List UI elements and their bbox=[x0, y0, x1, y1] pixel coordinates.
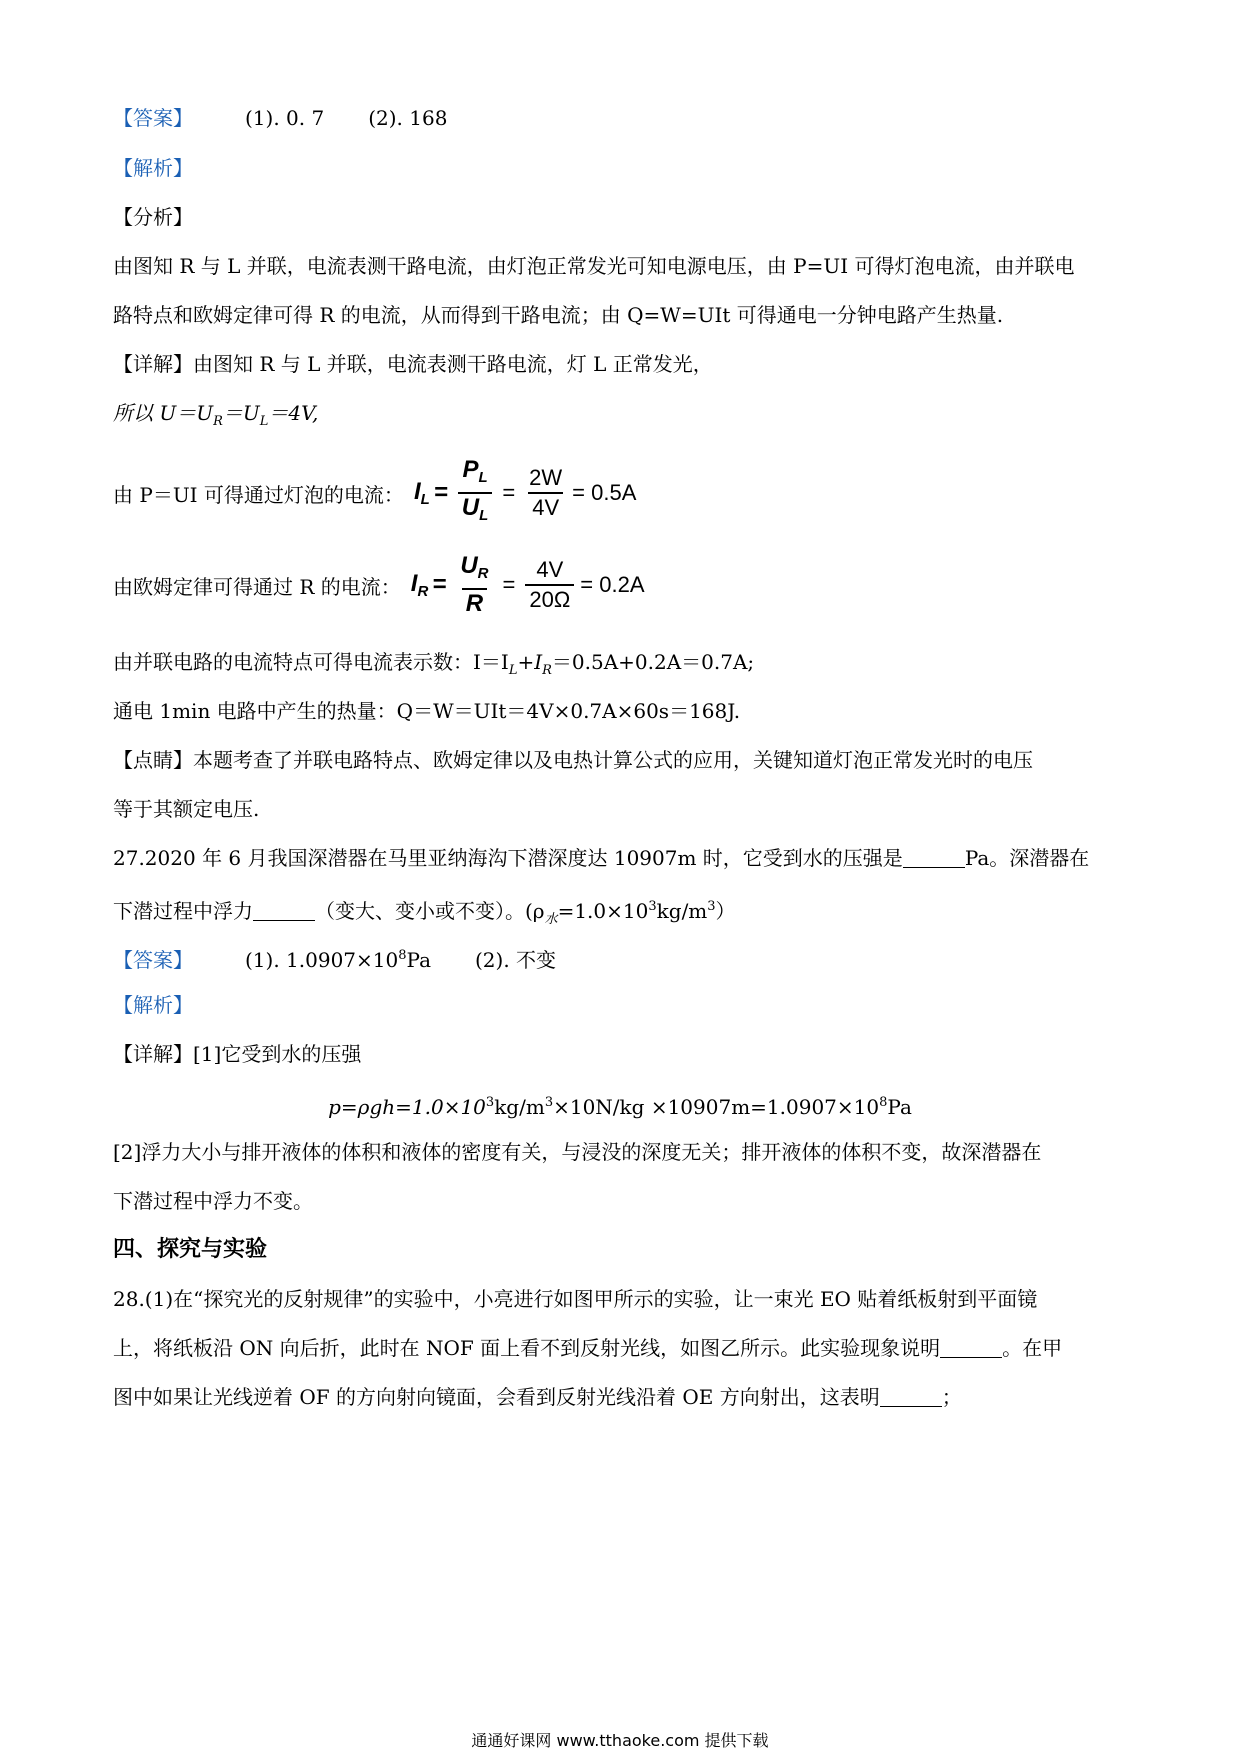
fraction-values: $\frac{4V}{20\Omega}$ bbox=[525, 556, 574, 614]
formula-lhs: $I_L$ bbox=[413, 478, 430, 508]
text: kg/m bbox=[494, 1095, 545, 1119]
formula-current-resistor bbox=[113, 552, 645, 618]
q28-line-3 bbox=[113, 1383, 962, 1411]
answer-2: (2). 168 bbox=[368, 106, 448, 130]
text: 所以 U＝U bbox=[113, 401, 214, 425]
fraction-values: $\frac{2W}{4V}$ bbox=[529, 465, 563, 520]
q27-detail-line-1: 【详解】[1]它受到水的压强 bbox=[113, 1042, 362, 1066]
fraction-p-over-u: $\frac{P_L}{U_L}$ bbox=[458, 456, 493, 530]
fraction-u-over-r: $\frac{U_R}{R}$ bbox=[460, 552, 489, 617]
text: （变大、变小或不变）。(ρ bbox=[315, 899, 545, 923]
formula-label: 由 P＝UI 可得通过灯泡的电流： bbox=[113, 482, 404, 507]
text: 。在甲 bbox=[1002, 1336, 1063, 1360]
detail-line-1: 【详解】由图知 R 与 L 并联，电流表测干路电流，灯 L 正常发光， bbox=[113, 352, 713, 376]
sup: 8 bbox=[398, 948, 407, 963]
answer-blank[interactable] bbox=[880, 1386, 942, 1407]
sup: 3 bbox=[707, 899, 716, 914]
q27-detail-line-2: [2]浮力大小与排开液体的体积和液体的密度有关，与浸没的深度无关；排开液体的体积不变，故深潜器在 bbox=[113, 1140, 1042, 1164]
sup: 8 bbox=[879, 1095, 888, 1110]
text: 图中如果让光线逆着 OF 的方向射向镜面，会看到反射光线沿着 OE 方向射出，这表明 bbox=[113, 1385, 880, 1409]
fenxi-line-2: 路特点和欧姆定律可得 R 的电流，从而得到干路电流；由 Q=W=UIt 可得通电一分钟电路产生热量. bbox=[113, 303, 1004, 327]
sub: L bbox=[259, 414, 269, 429]
sup: 3 bbox=[485, 1095, 495, 1110]
text: =1.0×10 bbox=[557, 899, 649, 923]
text: 27.2020 年 6 月我国深潜器在马里亚纳海沟下潜深度达 10907m 时，它受到水的压强是 bbox=[113, 846, 903, 870]
formula-current-lamp bbox=[113, 456, 636, 530]
sup: 3 bbox=[544, 1095, 554, 1110]
q27-stem-line-1 bbox=[113, 844, 1089, 872]
text: 下潜过程中浮力 bbox=[113, 899, 253, 923]
answer-tag: 【答案】 bbox=[113, 106, 193, 130]
q28-line-1: 28.(1)在“探究光的反射规律”的实验中，小亮进行如图甲所示的实验，让一束光 EO 贴着纸板射到平面镜 bbox=[113, 1287, 1038, 1311]
text: ； bbox=[941, 1385, 962, 1409]
sup: 3 bbox=[648, 899, 657, 914]
answer-blank[interactable] bbox=[940, 1337, 1002, 1358]
q27-detail-line-3: 下潜过程中浮力不变。 bbox=[113, 1189, 313, 1213]
q27-stem-line-2 bbox=[113, 893, 736, 934]
text: Pa。深潜器在 bbox=[964, 846, 1090, 870]
sub: L bbox=[508, 663, 518, 678]
detail-line-2 bbox=[113, 399, 318, 436]
pressure-formula bbox=[0, 1089, 1240, 1121]
sub: R bbox=[213, 414, 223, 429]
text: 由并联电路的电流特点可得电流表示数：I＝I bbox=[113, 650, 509, 674]
sub: R bbox=[542, 663, 552, 678]
answer-1: (1). 0. 7 bbox=[245, 106, 325, 130]
equals: = bbox=[502, 572, 516, 597]
text: ＝U bbox=[222, 401, 260, 425]
q27-answer-row bbox=[113, 942, 556, 974]
text: ＝0.5A+0.2A＝0.7A; bbox=[551, 650, 755, 674]
q26-answer-row bbox=[113, 104, 447, 132]
text: 上，将纸板沿 ON 向后折，此时在 NOF 面上看不到反射光线，如图乙所示。此实验现象说明 bbox=[113, 1336, 941, 1360]
text: ＝4V, bbox=[268, 401, 319, 425]
comment-line-1: 【点睛】本题考查了并联电路特点、欧姆定律以及电热计算公式的应用，关键知道灯泡正常发光时的电压 bbox=[113, 748, 1033, 772]
answer-blank[interactable] bbox=[253, 900, 315, 921]
formula-result: = 0.2A bbox=[580, 572, 645, 597]
text: kg/m bbox=[656, 899, 708, 923]
text: Pa bbox=[406, 948, 431, 972]
answer-tag: 【答案】 bbox=[113, 948, 193, 972]
equals: = bbox=[502, 480, 516, 505]
equals: = bbox=[432, 571, 447, 598]
formula-label: 由欧姆定律可得通过 R 的电流： bbox=[113, 574, 401, 599]
answer-1: (1). 1.0907×10 bbox=[245, 948, 399, 972]
text: ×10N/kg ×10907m=1.0907×10 bbox=[553, 1095, 880, 1119]
fenxi-tag: 【分析】 bbox=[113, 205, 193, 229]
equals: = bbox=[433, 479, 448, 506]
footer-watermark: 通通好课网 www.tthaoke.com 提供下载 bbox=[471, 1731, 769, 1750]
heat-line: 通电 1min 电路中产生的热量：Q＝W＝UIt＝4V×0.7A×60s＝168J. bbox=[113, 699, 741, 723]
answer-blank[interactable] bbox=[903, 847, 965, 868]
analysis-tag: 【解析】 bbox=[113, 993, 193, 1017]
sub: 水 bbox=[544, 912, 558, 927]
text: +I bbox=[517, 650, 543, 674]
text: ） bbox=[715, 899, 736, 923]
q28-line-2 bbox=[113, 1334, 1062, 1362]
text: Pa bbox=[887, 1095, 912, 1119]
comment-line-2: 等于其额定电压. bbox=[113, 797, 260, 821]
sum-line bbox=[113, 648, 754, 685]
formula-result: = 0.5A bbox=[572, 480, 637, 505]
text: p=ρgh=1.0×10 bbox=[328, 1095, 486, 1119]
section-heading: 四、探究与实验 bbox=[113, 1237, 268, 1262]
answer-2: (2). 不变 bbox=[475, 948, 557, 972]
analysis-tag: 【解析】 bbox=[113, 156, 193, 180]
formula-lhs: $I_R$ bbox=[410, 570, 429, 600]
fenxi-line-1: 由图知 R 与 L 并联，电流表测干路电流，由灯泡正常发光可知电源电压，由 P=UI 可得灯泡电流，由并联电 bbox=[113, 254, 1075, 278]
